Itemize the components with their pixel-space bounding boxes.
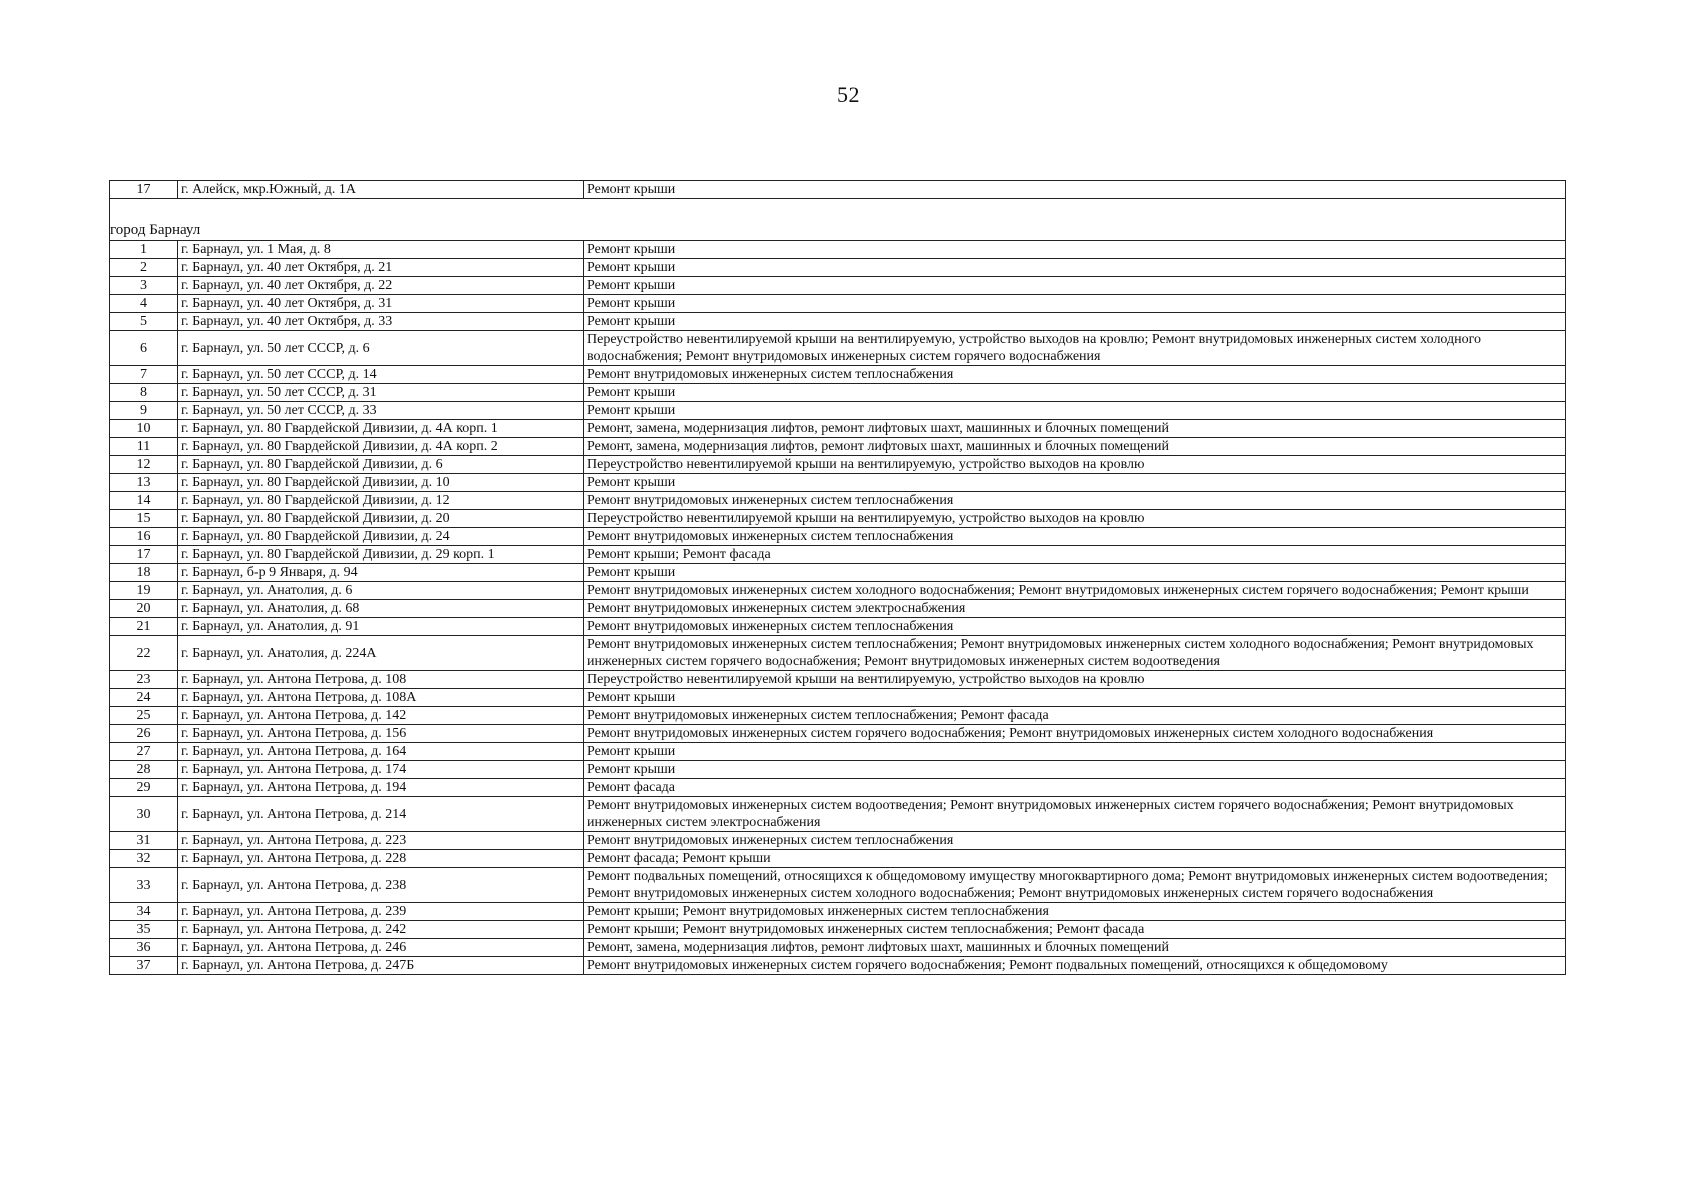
row-number: 17 bbox=[110, 546, 178, 564]
row-work: Ремонт внутридомовых инженерных систем горячего водоснабжения; Ремонт внутридомовых инженерных систем холодного водоснабжения bbox=[584, 725, 1566, 743]
group-header-row bbox=[110, 199, 1566, 241]
row-work: Переустройство невентилируемой крыши на вентилируемую, устройство выходов на кровлю bbox=[584, 671, 1566, 689]
table-row bbox=[110, 618, 1566, 636]
table-row bbox=[110, 277, 1566, 295]
table-row bbox=[110, 707, 1566, 725]
table-row bbox=[110, 761, 1566, 779]
row-address: г. Барнаул, ул. Антона Петрова, д. 228 bbox=[178, 850, 584, 868]
row-address: г. Барнаул, б-р 9 Января, д. 94 bbox=[178, 564, 584, 582]
row-work: Ремонт крыши bbox=[584, 295, 1566, 313]
row-number: 37 bbox=[110, 957, 178, 975]
table-row bbox=[110, 456, 1566, 474]
table-row bbox=[110, 259, 1566, 277]
row-number: 25 bbox=[110, 707, 178, 725]
table-row bbox=[110, 779, 1566, 797]
row-work: Ремонт крыши bbox=[584, 689, 1566, 707]
table-row bbox=[110, 921, 1566, 939]
row-number: 21 bbox=[110, 618, 178, 636]
row-address: г. Барнаул, ул. Анатолия, д. 91 bbox=[178, 618, 584, 636]
row-number: 9 bbox=[110, 402, 178, 420]
row-work: Ремонт крыши; Ремонт фасада bbox=[584, 546, 1566, 564]
row-work: Ремонт крыши bbox=[584, 384, 1566, 402]
group-title: город Барнаул bbox=[110, 199, 1566, 241]
table-row bbox=[110, 600, 1566, 618]
row-address: г. Барнаул, ул. 80 Гвардейской Дивизии, д. 12 bbox=[178, 492, 584, 510]
table-row bbox=[110, 546, 1566, 564]
row-work: Ремонт внутридомовых инженерных систем теплоснабжения; Ремонт фасада bbox=[584, 707, 1566, 725]
table-row bbox=[110, 313, 1566, 331]
table-row bbox=[110, 528, 1566, 546]
row-address: г. Барнаул, ул. Антона Петрова, д. 214 bbox=[178, 797, 584, 832]
row-work: Ремонт крыши bbox=[584, 259, 1566, 277]
table-row bbox=[110, 331, 1566, 366]
table-row bbox=[110, 474, 1566, 492]
row-work: Ремонт подвальных помещений, относящихся к общедомовому имуществу многоквартирного дома; Ремонт внутридомовых инженерных систем водоотведения; Ремонт внутридомовых инженерных систем холодного водоснабжения; Ремонт внутридомовых инженерных систем горячего водоснабжения bbox=[584, 868, 1566, 903]
table-row bbox=[110, 295, 1566, 313]
row-address: г. Барнаул, ул. 1 Мая, д. 8 bbox=[178, 241, 584, 259]
table-row bbox=[110, 957, 1566, 975]
row-address: г. Барнаул, ул. 50 лет СССР, д. 31 bbox=[178, 384, 584, 402]
table-row bbox=[110, 438, 1566, 456]
table-row bbox=[110, 903, 1566, 921]
row-number: 10 bbox=[110, 420, 178, 438]
row-work: Ремонт внутридомовых инженерных систем теплоснабжения; Ремонт внутридомовых инженерных систем холодного водоснабжения; Ремонт внутридомовых инженерных систем горячего водоснабжения; Ремонт внутридомовых инженерных систем водоотведения bbox=[584, 636, 1566, 671]
table-row bbox=[110, 797, 1566, 832]
table-row bbox=[110, 402, 1566, 420]
row-number: 27 bbox=[110, 743, 178, 761]
table-row bbox=[110, 492, 1566, 510]
row-address: г. Барнаул, ул. 80 Гвардейской Дивизии, д. 10 bbox=[178, 474, 584, 492]
row-address: г. Барнаул, ул. 80 Гвардейской Дивизии, д. 4А корп. 1 bbox=[178, 420, 584, 438]
row-address: г. Барнаул, ул. Антона Петрова, д. 108А bbox=[178, 689, 584, 707]
row-number: 24 bbox=[110, 689, 178, 707]
row-work: Ремонт внутридомовых инженерных систем теплоснабжения bbox=[584, 528, 1566, 546]
works-table bbox=[109, 180, 1566, 975]
table-body bbox=[110, 181, 1566, 975]
row-work: Ремонт внутридомовых инженерных систем теплоснабжения bbox=[584, 366, 1566, 384]
row-address: г. Барнаул, ул. 50 лет СССР, д. 6 bbox=[178, 331, 584, 366]
table-row bbox=[110, 582, 1566, 600]
row-work: Ремонт крыши bbox=[584, 277, 1566, 295]
row-number: 5 bbox=[110, 313, 178, 331]
row-address: г. Барнаул, ул. Антона Петрова, д. 247Б bbox=[178, 957, 584, 975]
row-work: Ремонт внутридомовых инженерных систем теплоснабжения bbox=[584, 492, 1566, 510]
row-address: г. Барнаул, ул. Антона Петрова, д. 156 bbox=[178, 725, 584, 743]
row-number: 20 bbox=[110, 600, 178, 618]
row-address: г. Барнаул, ул. 80 Гвардейской Дивизии, д. 4А корп. 2 bbox=[178, 438, 584, 456]
row-address: г. Барнаул, ул. Антона Петрова, д. 246 bbox=[178, 939, 584, 957]
row-number: 34 bbox=[110, 903, 178, 921]
row-number: 11 bbox=[110, 438, 178, 456]
row-work: Ремонт крыши bbox=[584, 474, 1566, 492]
table-row bbox=[110, 689, 1566, 707]
row-address: г. Барнаул, ул. 40 лет Октября, д. 21 bbox=[178, 259, 584, 277]
row-address: г. Барнаул, ул. 50 лет СССР, д. 14 bbox=[178, 366, 584, 384]
table-row bbox=[110, 241, 1566, 259]
row-work: Ремонт внутридомовых инженерных систем теплоснабжения bbox=[584, 618, 1566, 636]
row-address: г. Барнаул, ул. Антона Петрова, д. 108 bbox=[178, 671, 584, 689]
row-work: Ремонт крыши bbox=[584, 564, 1566, 582]
table-row bbox=[110, 671, 1566, 689]
row-number: 13 bbox=[110, 474, 178, 492]
row-address: г. Барнаул, ул. Анатолия, д. 224А bbox=[178, 636, 584, 671]
row-number: 16 bbox=[110, 528, 178, 546]
table-row bbox=[110, 850, 1566, 868]
row-number: 31 bbox=[110, 832, 178, 850]
row-number: 7 bbox=[110, 366, 178, 384]
row-address: г. Барнаул, ул. 80 Гвардейской Дивизии, д. 6 bbox=[178, 456, 584, 474]
row-address: г. Барнаул, ул. Анатолия, д. 6 bbox=[178, 582, 584, 600]
row-number: 4 bbox=[110, 295, 178, 313]
row-work: Ремонт крыши; Ремонт внутридомовых инженерных систем теплоснабжения; Ремонт фасада bbox=[584, 921, 1566, 939]
row-number: 26 bbox=[110, 725, 178, 743]
row-work: Ремонт крыши bbox=[584, 241, 1566, 259]
row-number: 1 bbox=[110, 241, 178, 259]
row-work: Ремонт крыши bbox=[584, 181, 1566, 199]
table-row bbox=[110, 939, 1566, 957]
row-work: Ремонт внутридомовых инженерных систем холодного водоснабжения; Ремонт внутридомовых инженерных систем горячего водоснабжения; Ремонт крыши bbox=[584, 582, 1566, 600]
table-row bbox=[110, 832, 1566, 850]
row-number: 35 bbox=[110, 921, 178, 939]
row-work: Ремонт крыши; Ремонт внутридомовых инженерных систем теплоснабжения bbox=[584, 903, 1566, 921]
table-row bbox=[110, 725, 1566, 743]
row-work: Ремонт внутридомовых инженерных систем водоотведения; Ремонт внутридомовых инженерных систем горячего водоснабжения; Ремонт внутридомовых инженерных систем электроснабжения bbox=[584, 797, 1566, 832]
row-work: Ремонт крыши bbox=[584, 761, 1566, 779]
row-address: г. Барнаул, ул. Антона Петрова, д. 142 bbox=[178, 707, 584, 725]
row-work: Ремонт крыши bbox=[584, 743, 1566, 761]
row-address: г. Барнаул, ул. Антона Петрова, д. 194 bbox=[178, 779, 584, 797]
row-address: г. Барнаул, ул. 40 лет Октября, д. 33 bbox=[178, 313, 584, 331]
row-address: г. Барнаул, ул. Анатолия, д. 68 bbox=[178, 600, 584, 618]
row-address: г. Барнаул, ул. Антона Петрова, д. 238 bbox=[178, 868, 584, 903]
row-address: г. Барнаул, ул. 40 лет Октября, д. 31 bbox=[178, 295, 584, 313]
table-row bbox=[110, 564, 1566, 582]
row-work: Ремонт внутридомовых инженерных систем электроснабжения bbox=[584, 600, 1566, 618]
row-number: 36 bbox=[110, 939, 178, 957]
table-row bbox=[110, 743, 1566, 761]
row-number: 32 bbox=[110, 850, 178, 868]
row-work: Ремонт, замена, модернизация лифтов, ремонт лифтовых шахт, машинных и блочных помещений bbox=[584, 939, 1566, 957]
row-number: 14 bbox=[110, 492, 178, 510]
row-address: г. Барнаул, ул. 40 лет Октября, д. 22 bbox=[178, 277, 584, 295]
row-work: Ремонт фасада bbox=[584, 779, 1566, 797]
row-work: Переустройство невентилируемой крыши на вентилируемую, устройство выходов на кровлю; Ремонт внутридомовых инженерных систем холодного водоснабжения; Ремонт внутридомовых инженерных систем горячего водоснабжения bbox=[584, 331, 1566, 366]
page-number: 52 bbox=[837, 82, 860, 107]
row-number: 12 bbox=[110, 456, 178, 474]
row-work: Ремонт внутридомовых инженерных систем горячего водоснабжения; Ремонт подвальных помещений, относящихся к общедомовому bbox=[584, 957, 1566, 975]
row-address: г. Барнаул, ул. 80 Гвардейской Дивизии, д. 24 bbox=[178, 528, 584, 546]
row-address: г. Барнаул, ул. 80 Гвардейской Дивизии, д. 29 корп. 1 bbox=[178, 546, 584, 564]
row-address: г. Барнаул, ул. Антона Петрова, д. 239 bbox=[178, 903, 584, 921]
row-work: Ремонт, замена, модернизация лифтов, ремонт лифтовых шахт, машинных и блочных помещений bbox=[584, 438, 1566, 456]
row-address: г. Барнаул, ул. Антона Петрова, д. 242 bbox=[178, 921, 584, 939]
table-row bbox=[110, 420, 1566, 438]
row-work: Ремонт внутридомовых инженерных систем теплоснабжения bbox=[584, 832, 1566, 850]
row-work: Переустройство невентилируемой крыши на вентилируемую, устройство выходов на кровлю bbox=[584, 510, 1566, 528]
row-number: 22 bbox=[110, 636, 178, 671]
row-number: 6 bbox=[110, 331, 178, 366]
row-number: 2 bbox=[110, 259, 178, 277]
table-row bbox=[110, 384, 1566, 402]
table-row bbox=[110, 510, 1566, 528]
table-row bbox=[110, 636, 1566, 671]
row-work: Ремонт фасада; Ремонт крыши bbox=[584, 850, 1566, 868]
row-work: Ремонт крыши bbox=[584, 402, 1566, 420]
table-row bbox=[110, 868, 1566, 903]
row-number: 28 bbox=[110, 761, 178, 779]
row-address: г. Барнаул, ул. Антона Петрова, д. 164 bbox=[178, 743, 584, 761]
row-number: 30 bbox=[110, 797, 178, 832]
row-number: 8 bbox=[110, 384, 178, 402]
row-address: г. Барнаул, ул. 80 Гвардейской Дивизии, д. 20 bbox=[178, 510, 584, 528]
row-number: 17 bbox=[110, 181, 178, 199]
row-address: г. Барнаул, ул. 50 лет СССР, д. 33 bbox=[178, 402, 584, 420]
row-number: 15 bbox=[110, 510, 178, 528]
row-number: 3 bbox=[110, 277, 178, 295]
row-address: г. Барнаул, ул. Антона Петрова, д. 223 bbox=[178, 832, 584, 850]
row-address: г. Алейск, мкр.Южный, д. 1А bbox=[178, 181, 584, 199]
row-number: 23 bbox=[110, 671, 178, 689]
table-row bbox=[110, 366, 1566, 384]
row-work: Ремонт, замена, модернизация лифтов, ремонт лифтовых шахт, машинных и блочных помещений bbox=[584, 420, 1566, 438]
row-number: 29 bbox=[110, 779, 178, 797]
row-work: Переустройство невентилируемой крыши на вентилируемую, устройство выходов на кровлю bbox=[584, 456, 1566, 474]
row-number: 19 bbox=[110, 582, 178, 600]
table-row bbox=[110, 181, 1566, 199]
row-number: 18 bbox=[110, 564, 178, 582]
row-work: Ремонт крыши bbox=[584, 313, 1566, 331]
row-number: 33 bbox=[110, 868, 178, 903]
row-address: г. Барнаул, ул. Антона Петрова, д. 174 bbox=[178, 761, 584, 779]
